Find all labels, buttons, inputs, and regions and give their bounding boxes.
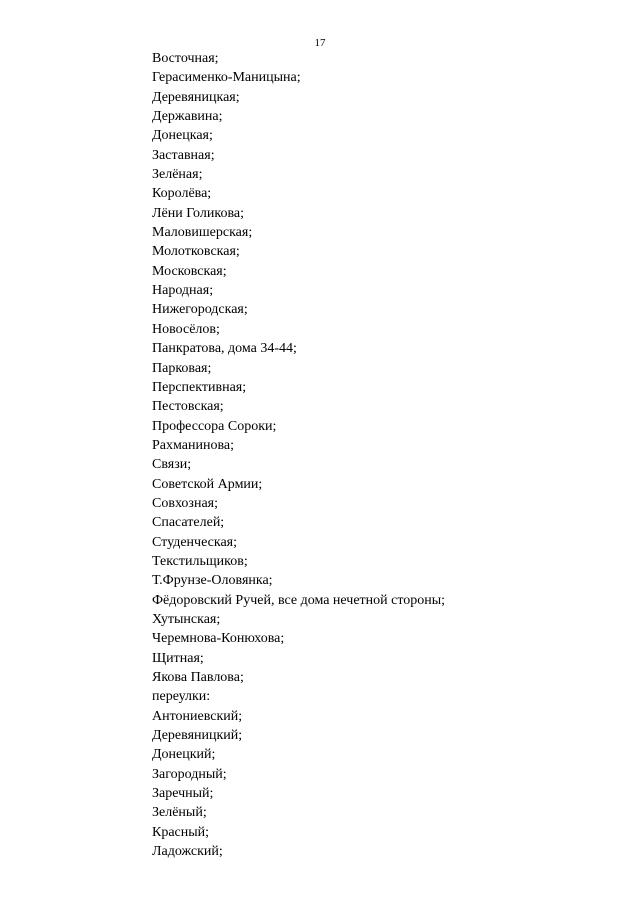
list-item: Текстильщиков;: [152, 553, 248, 569]
list-item: Державина;: [152, 109, 223, 125]
list-item: Донецкая;: [152, 128, 213, 144]
list-item: Фёдоровский Ручей, все дома нечетной стороны;: [152, 592, 446, 608]
list-item: Пестовская;: [152, 399, 224, 415]
list-item: Студенческая;: [152, 534, 237, 550]
list-item: Хутынская;: [152, 611, 221, 627]
list-item: Заречный;: [152, 786, 214, 802]
list-item: Молотковская;: [152, 244, 240, 260]
list-item: Черемнова-Конюхова;: [152, 631, 285, 647]
list-item: Загородный;: [152, 766, 227, 782]
list-item: Нижегородская;: [152, 302, 248, 318]
list-item: Советской Армии;: [152, 476, 263, 492]
list-item: Рахманинова;: [152, 437, 234, 453]
list-item: Маловишерская;: [152, 225, 253, 241]
list-item: Спасателей;: [152, 515, 225, 531]
list-item: Парковая;: [152, 360, 212, 376]
list-item: Донецкий;: [152, 747, 216, 763]
street-list: [152, 49, 445, 861]
list-item: Панкратова, дома 34-44;: [152, 341, 297, 357]
list-item: Красный;: [152, 824, 210, 840]
section-heading: переулки:: [152, 689, 211, 705]
list-item: Зелёный;: [152, 805, 207, 821]
list-item: Перспективная;: [152, 379, 247, 395]
list-item: Лёни Голикова;: [152, 205, 244, 221]
list-item: Щитная;: [152, 650, 204, 666]
list-item: Восточная;: [152, 51, 219, 66]
list-item: Связи;: [152, 457, 192, 473]
list-item: Антониевский;: [152, 708, 243, 724]
list-item: Королёва;: [152, 186, 212, 202]
list-item: Зелёная;: [152, 167, 203, 183]
list-item: Заставная;: [152, 147, 215, 163]
list-item: Герасименко-Маницына;: [152, 70, 301, 86]
list-item: Совхозная;: [152, 495, 218, 511]
list-item: Профессора Сороки;: [152, 418, 277, 434]
list-item: Якова Павлова;: [152, 670, 244, 685]
list-item: Т.Фрунзе-Оловянка;: [152, 573, 273, 589]
list-item: Деревяницкий;: [152, 728, 243, 744]
list-item: Ладожский;: [152, 844, 223, 860]
list-item: Деревяницкая;: [152, 89, 240, 105]
list-item: Московская;: [152, 263, 227, 279]
list-item: Новосёлов;: [152, 321, 220, 337]
list-item: Народная;: [152, 283, 214, 299]
page-number: 17: [314, 37, 326, 49]
